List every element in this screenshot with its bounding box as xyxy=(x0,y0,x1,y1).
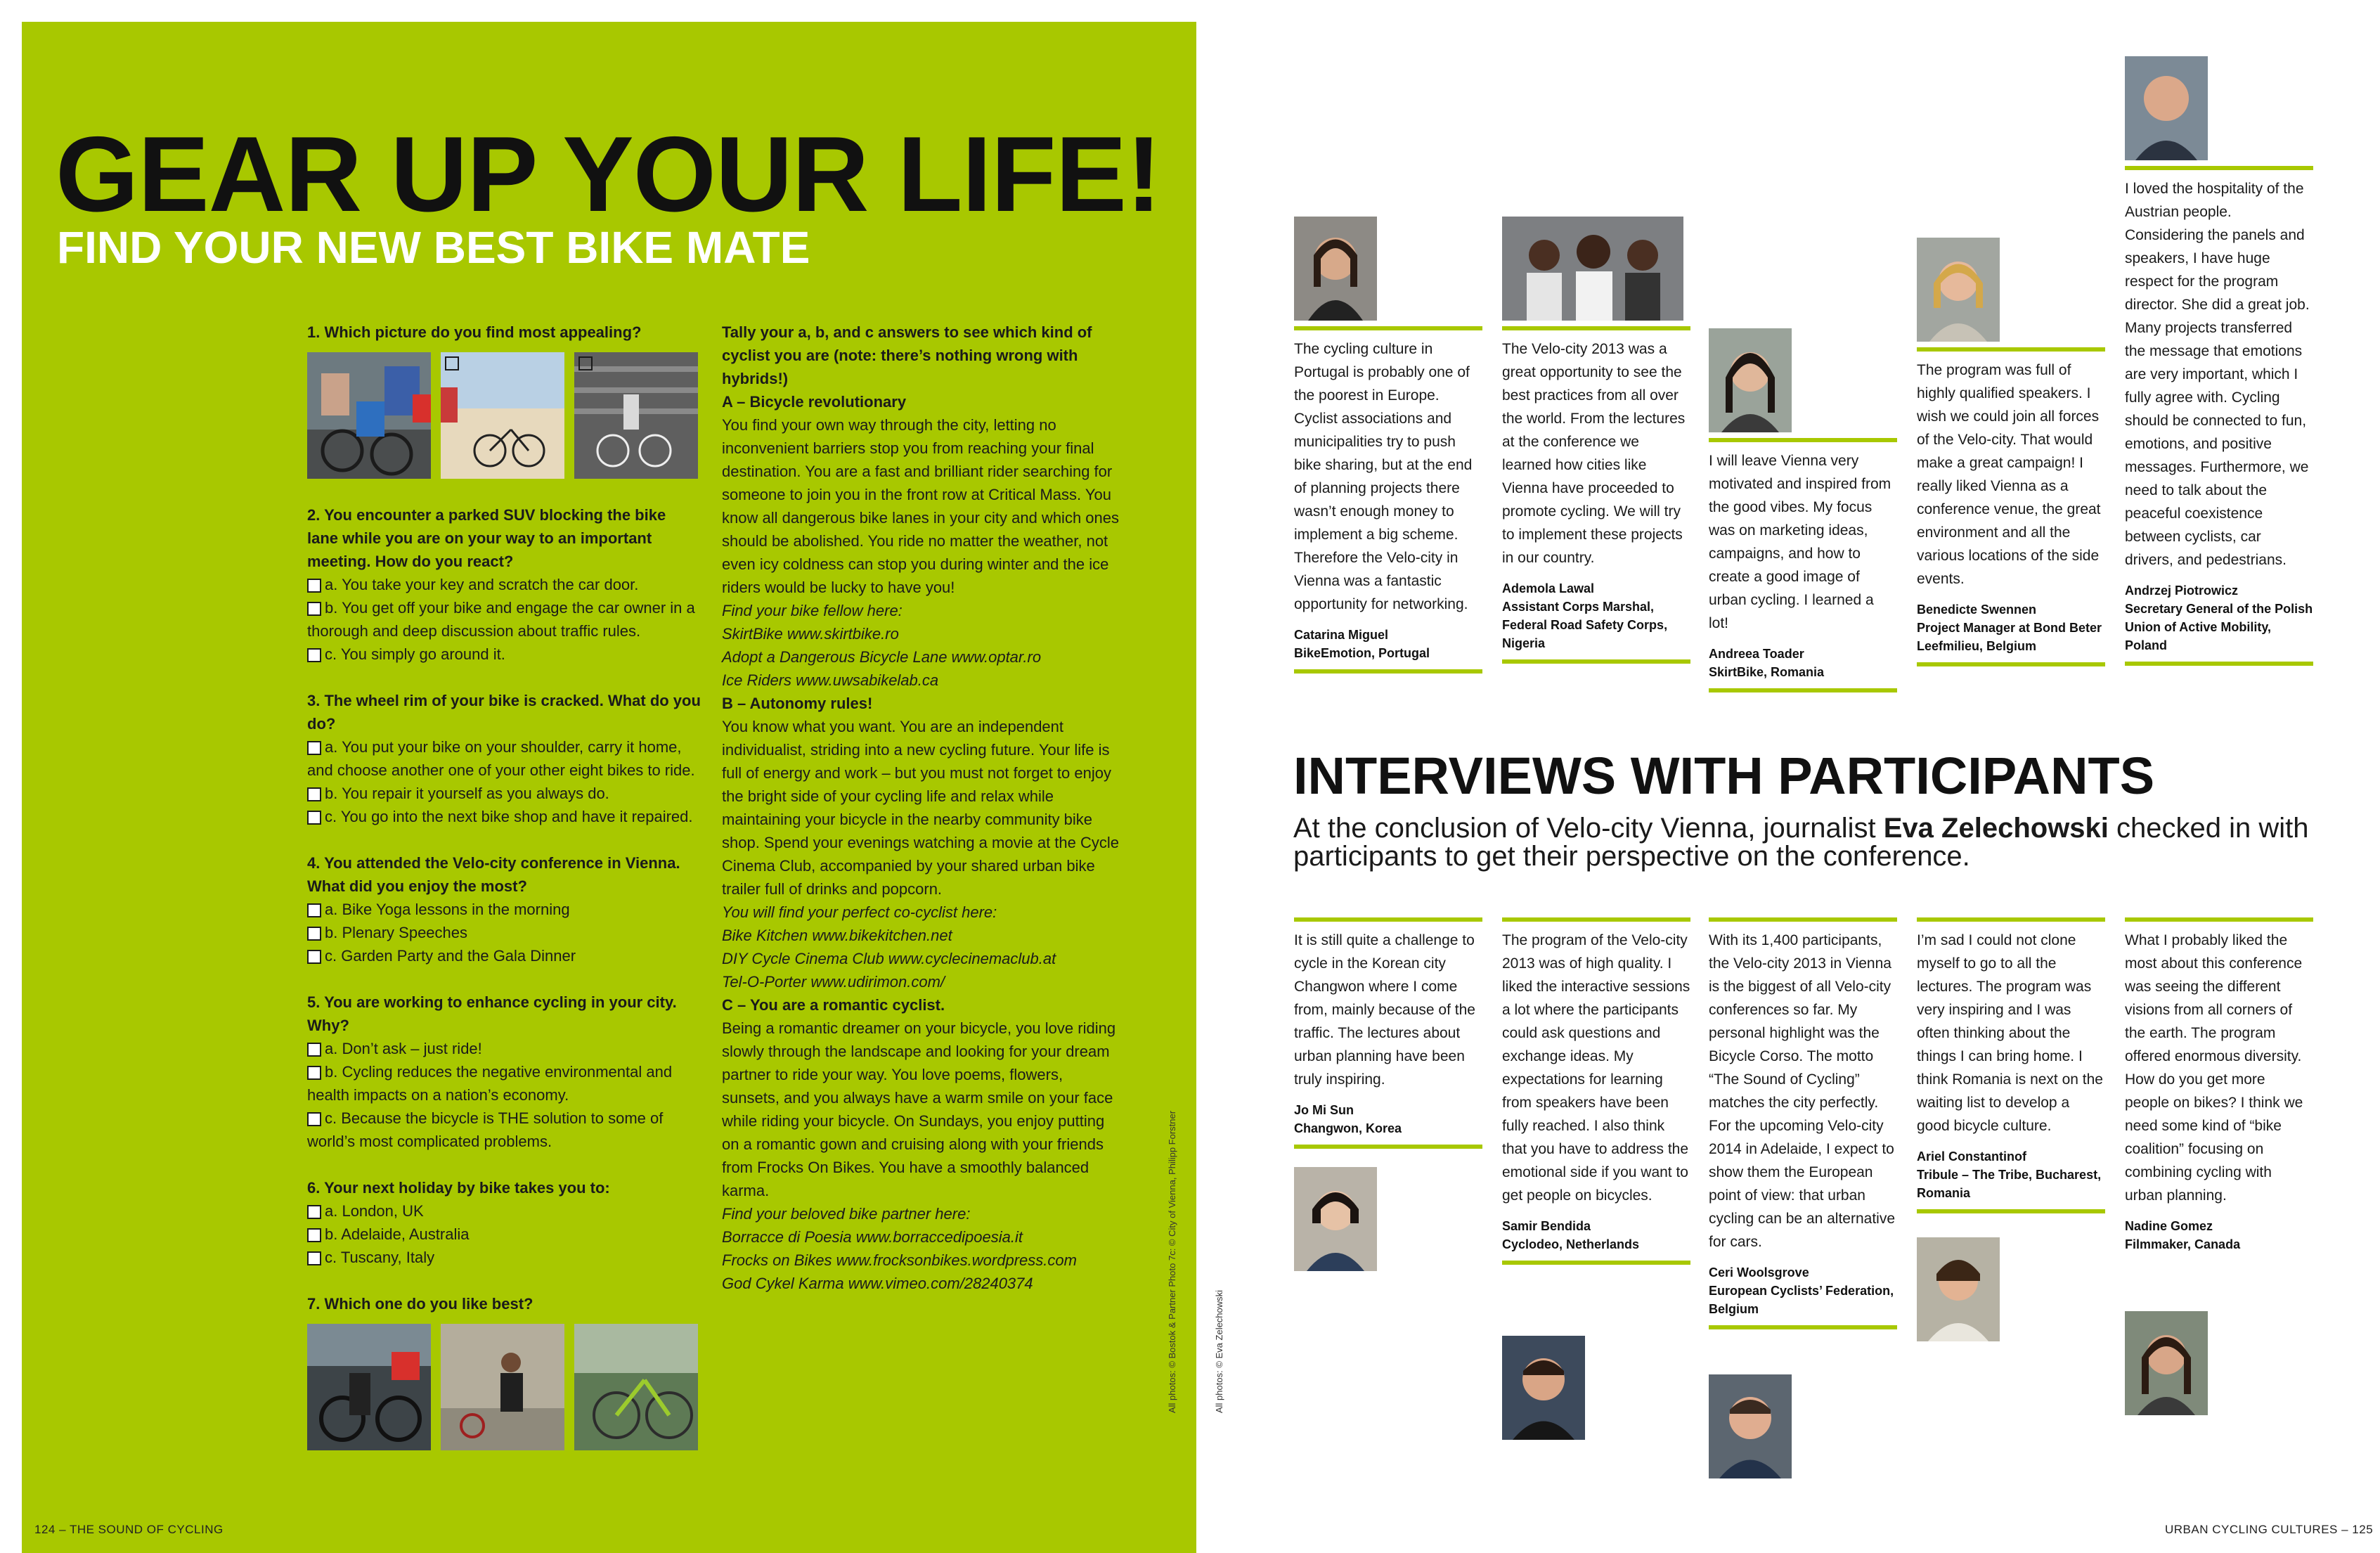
quiz-option-4a: a. Bike Yoga lessons in the morning xyxy=(307,898,701,921)
interview-quote: I will leave Vienna very motivated and inspired from the good vibes. My focus was on marketing ideas, campaigns, and how to create a good image of urban cycling. I learned a lot! xyxy=(1709,453,1891,631)
quiz-option-5a: a. Don’t ask – just ride! xyxy=(307,1037,701,1060)
portrait-samir-bendida xyxy=(1502,1336,1585,1440)
interview-bottom-5 xyxy=(2125,917,2313,1254)
interviewee-name: Ademola Lawal Assistant Corps Marshal, Federal Road Safety Corps, Nigeria xyxy=(1502,581,1668,650)
green-rule xyxy=(1709,688,1897,692)
quiz-option-3c: c. You go into the next bike shop and have it repaired. xyxy=(307,805,701,828)
portrait-catarina-miguel xyxy=(1294,217,1377,321)
green-rule xyxy=(1709,1325,1897,1329)
result-c-link[interactable]: Borracce di Poesia www.borraccedipoesia.it xyxy=(722,1228,1023,1246)
interview-quote: I loved the hospitality of the Austrian people. Considering the panels and speakers, I have huge respect for the program director. She did a great job. Many projects transferred the message that emotions are very important, which I fully agree with. Cycling should be connected to fun, emotions, and positive messages. Furthermore, we need to talk about the peaceful coexistence between cyclists, car drivers, and pedestrians. xyxy=(2125,181,2310,568)
quiz-checkbox[interactable] xyxy=(307,1066,321,1080)
quiz-option-6a: a. London, UK xyxy=(307,1199,701,1223)
page-title: GEAR UP YOUR LIFE! xyxy=(56,115,1161,234)
quiz-checkbox[interactable] xyxy=(307,1205,321,1219)
results-intro: Tally your a, b, and c answers to see which kind of cyclist you are (note: there’s nothing wrong with hybrids!) xyxy=(722,323,1092,387)
result-b-link[interactable]: Bike Kitchen www.bikekitchen.net xyxy=(722,927,952,944)
result-a-link-intro: Find your bike fellow here: xyxy=(722,602,903,619)
portrait-benedicte-swennen xyxy=(1917,238,2000,342)
quiz-question-7: 7. Which one do you like best? xyxy=(307,1295,533,1313)
interviewee-name: Catarina Miguel BikeEmotion, Portugal xyxy=(1294,628,1430,660)
interview-top-2 xyxy=(1502,326,1690,664)
quiz-checkbox[interactable] xyxy=(307,811,321,825)
quiz-option-2b: b. You get off your bike and engage the car owner in a thorough and deep discussion about traffic rules. xyxy=(307,599,695,640)
green-rule xyxy=(2125,917,2313,922)
quiz-question-4: 4. You attended the Velo-city conference in Vienna. What did you enjoy the most? xyxy=(307,854,680,895)
quiz-column xyxy=(307,321,701,1452)
photo-beach-bike[interactable] xyxy=(441,352,564,479)
quiz-option-2c: c. You simply go around it. xyxy=(307,643,701,666)
interview-top-1 xyxy=(1294,326,1482,674)
green-rule xyxy=(1294,326,1482,330)
green-rule xyxy=(1917,1209,2105,1213)
green-rule xyxy=(1917,347,2105,352)
interview-top-3 xyxy=(1709,438,1897,692)
photo-woman-folding-bike[interactable] xyxy=(441,1324,564,1450)
photo-credit-right: All photos: © Eva Zelechowski xyxy=(1214,1289,1224,1413)
quiz-q1-checkbox-c[interactable] xyxy=(578,356,593,370)
portrait-ademola-lawal xyxy=(1502,217,1683,321)
quiz-checkbox[interactable] xyxy=(307,1251,321,1265)
quiz-question-5: 5. You are working to enhance cycling in your city. Why? xyxy=(307,993,677,1034)
green-rule xyxy=(1294,917,1482,922)
page-folio-left: 124 – THE SOUND OF CYCLING xyxy=(34,1523,224,1536)
green-rule xyxy=(1709,917,1897,922)
quiz-option-5c: c. Because the bicycle is THE solution to some of world’s most complicated problems. xyxy=(307,1109,664,1150)
interview-quote: The program was full of highly qualified speakers. I wish we could join all forces of the Velo-city. That would make a great campaign! I really liked Vienna as a conference venue, the great environment and all the various locations of the side events. xyxy=(1917,362,2101,587)
result-a-link[interactable]: SkirtBike www.skirtbike.ro xyxy=(722,625,899,643)
interview-quote: I’m sad I could not clone myself to go to all the lectures. The program was very inspiring and I was often thinking about the things I can bring home. I think Romania is next on the waiting list to develop a good bicycle culture. xyxy=(1917,932,2103,1134)
interviewee-name: Andrzej Piotrowicz Secretary General of the Polish Union of Active Mobility, Poland xyxy=(2125,584,2313,652)
result-c-heading: C – You are a romantic cyclist. xyxy=(722,996,945,1014)
portrait-ceri-woolsgrove xyxy=(1709,1374,1792,1478)
photo-green-bike[interactable] xyxy=(574,1324,698,1450)
page-subtitle: FIND YOUR NEW BEST BIKE MATE xyxy=(57,222,810,273)
quiz-checkbox[interactable] xyxy=(307,1112,321,1126)
quiz-checkbox[interactable] xyxy=(307,927,321,941)
quiz-pictures-1 xyxy=(307,352,701,480)
interview-bottom-2 xyxy=(1502,917,1690,1265)
quiz-question-6: 6. Your next holiday by bike takes you to: xyxy=(307,1179,610,1197)
green-rule xyxy=(1917,662,2105,666)
quiz-checkbox[interactable] xyxy=(307,602,321,616)
interview-bottom-3 xyxy=(1709,917,1897,1329)
quiz-pictures-7 xyxy=(307,1324,701,1452)
interview-quote: The program of the Velo-city 2013 was of high quality. I liked the interactive sessions a lot where the participants could ask questions and exchange ideas. My expectations for learning from speakers have been fully reached. I also think that you have to address the emotional side if you want to get people on bicycles. xyxy=(1502,932,1690,1204)
interview-top-5 xyxy=(2125,166,2313,666)
interviewee-name: Ariel Constantinof Tribule – The Tribe, Bucharest, Romania xyxy=(1917,1149,2102,1200)
quiz-checkbox[interactable] xyxy=(307,950,321,964)
result-b-heading: B – Autonomy rules! xyxy=(722,695,873,712)
green-rule xyxy=(1502,326,1690,330)
portrait-nadine-gomez xyxy=(2125,1311,2208,1415)
green-rule xyxy=(2125,166,2313,170)
portrait-andrzej-piotrowicz xyxy=(2125,56,2208,160)
interviewee-name: Benedicte Swennen Project Manager at Bond Beter Leefmilieu, Belgium xyxy=(1917,602,2102,653)
result-c-link-intro: Find your beloved bike partner here: xyxy=(722,1205,971,1223)
interview-quote: With its 1,400 participants, the Velo-city 2013 in Vienna is the biggest of all Velo-city conferences so far. My personal highlight was the Bicycle Corso. The motto “The Sound of Cycling” matches the city perfectly. For the upcoming Velo-city 2014 in Adelaide, I expect to show them the European point of view: that urban cycling can be an alternative for cars. xyxy=(1709,932,1895,1250)
interview-quote: It is still quite a challenge to cycle in the Korean city Changwon where I come from, mainly because of the traffic. The lectures about urban planning have been truly inspiring. xyxy=(1294,932,1475,1088)
interview-quote: What I probably liked the most about this conference was seeing the different visions from all corners of the earth. The program offered enormous diversity. How do you get more people on bikes? I think we need some kind of “bike coalition” focusing on combining cycling with urban planning. xyxy=(2125,932,2303,1204)
quiz-option-6b: b. Adelaide, Australia xyxy=(307,1223,701,1246)
green-rule xyxy=(1502,1261,1690,1265)
quiz-option-3b: b. You repair it yourself as you always do. xyxy=(307,782,701,805)
quiz-checkbox[interactable] xyxy=(307,648,321,662)
result-c-body: Being a romantic dreamer on your bicycle, you love riding slowly through the landscape and looking for your dream partner to ride your way. You love poems, flowers, sunsets, and you always have a warm smile on your face while riding your bicycle. On Sundays, you enjoy putting on a romantic gown and cruising along with your friends from Frocks On Bikes. You have a smoothly balanced karma. xyxy=(722,1019,1116,1199)
quiz-checkbox[interactable] xyxy=(307,903,321,917)
quiz-checkbox[interactable] xyxy=(307,1043,321,1057)
interview-top-4 xyxy=(1917,347,2105,666)
quiz-option-2a: a. You take your key and scratch the car door. xyxy=(307,573,701,596)
quiz-option-4b: b. Plenary Speeches xyxy=(307,921,701,944)
interview-bottom-4 xyxy=(1917,917,2105,1213)
portrait-andreea-toader xyxy=(1709,328,1792,432)
photo-city-bikes[interactable] xyxy=(307,1324,431,1450)
interview-quote: The Velo-city 2013 was a great opportunity to see the best practices from all over the world. From the lectures at the conference we learned how cities like Vienna have proceeded to promote cycling. We will try to implement these projects in our country. xyxy=(1502,341,1686,566)
quiz-option-6c: c. Tuscany, Italy xyxy=(307,1246,701,1269)
result-c-link[interactable]: God Cykel Karma www.vimeo.com/28240374 xyxy=(722,1275,1033,1292)
quiz-option-4c: c. Garden Party and the Gala Dinner xyxy=(307,944,701,967)
quiz-checkbox[interactable] xyxy=(307,1228,321,1242)
results-column xyxy=(722,321,1119,1295)
result-a-heading: A – Bicycle revolutionary xyxy=(722,393,907,411)
green-rule xyxy=(1917,917,2105,922)
interview-quote: The cycling culture in Portugal is probably one of the poorest in Europe. Cyclist associations and municipalities try to push bike sharing, but at the end of planning projects there wasn’t enough money to implement a big scheme. Therefore the Velo-city in Vienna was a fantastic opportunity for networking. xyxy=(1294,341,1473,612)
result-b-link-intro: You will find your perfect co-cyclist here: xyxy=(722,903,997,921)
green-rule xyxy=(1709,438,1897,442)
portrait-jo-mi-sun xyxy=(1294,1167,1377,1271)
result-b-link[interactable]: DIY Cycle Cinema Club www.cyclecinemaclub.at xyxy=(722,950,1056,967)
result-b-body: You know what you want. You are an independent individualist, striding into a new cycling future. Your life is full of energy and work – but you must not forget to enjoy the bright side of your cycling life and relax while maintaining your bicycle in the nearby community bike shop. Spend your evenings watching a movie at the Cycle Cinema Club, accompanied by your shared urban bike trailer full of drinks and popcorn. xyxy=(722,718,1119,898)
interview-bottom-1 xyxy=(1294,917,1482,1149)
quiz-q1-checkbox-b[interactable] xyxy=(445,356,459,370)
result-a-link[interactable]: Ice Riders www.uwsabikelab.ca xyxy=(722,671,939,689)
green-rule xyxy=(1294,1145,1482,1149)
green-rule xyxy=(1294,669,1482,674)
interviewee-name: Ceri Woolsgrove European Cyclists’ Federation, Belgium xyxy=(1709,1265,1894,1316)
interviews-intro: At the conclusion of Velo-city Vienna, journalist Eva Zelechowski checked in with participants to get their perspective on the conference. xyxy=(1293,813,2309,872)
result-a-link[interactable]: Adopt a Dangerous Bicycle Lane www.optar.ro xyxy=(722,648,1042,666)
portrait-ariel-constantinof xyxy=(1917,1237,2000,1341)
quiz-question-1: 1. Which picture do you find most appealing? xyxy=(307,323,642,341)
quiz-question-3: 3. The wheel rim of your bike is cracked. What do you do? xyxy=(307,692,701,733)
interviewee-name: Samir Bendida Cyclodeo, Netherlands xyxy=(1502,1219,1640,1251)
green-rule xyxy=(1502,659,1690,664)
page-folio-right: URBAN CYCLING CULTURES – 125 xyxy=(2165,1523,2374,1536)
quiz-checkbox[interactable] xyxy=(307,787,321,801)
photo-stairs-bikes[interactable] xyxy=(574,352,698,479)
quiz-option-5b: b. Cycling reduces the negative environmental and health impacts on a nation’s economy. xyxy=(307,1063,673,1104)
interviews-title: INTERVIEWS WITH PARTICIPANTS xyxy=(1293,747,2155,805)
result-b-link[interactable]: Tel-O-Porter www.udirimon.com/ xyxy=(722,973,945,991)
interviewee-name: Jo Mi Sun Changwon, Korea xyxy=(1294,1103,1402,1135)
green-rule xyxy=(1502,917,1690,922)
result-c-link[interactable]: Frocks on Bikes www.frocksonbikes.wordpress.com xyxy=(722,1251,1077,1269)
quiz-option-3a: a. You put your bike on your shoulder, carry it home, and choose another one of your other eight bikes to ride. xyxy=(307,738,695,779)
photo-racing-cyclists[interactable] xyxy=(307,352,431,479)
quiz-checkbox[interactable] xyxy=(307,579,321,593)
quiz-checkbox[interactable] xyxy=(307,741,321,755)
photo-credit-left: All photos: © Bostok & Partner Photo 7c: © City of Vienna, Philipp Forstner xyxy=(1167,1110,1177,1413)
quiz-question-2: 2. You encounter a parked SUV blocking the bike lane while you are on your way to an important meeting. How do you react? xyxy=(307,506,666,570)
result-a-body: You find your own way through the city, letting no inconvenient barriers stop you from reaching your final destination. You are a fast and brilliant rider searching for someone to join you in the front row at Critical Mass. You know all dangerous bike lanes in your city and which ones should be abolished. You ride no matter the weather, not even icy coldness can stop you during winter and the ice riders would be lucky to have you! xyxy=(722,416,1119,596)
interviewee-name: Nadine Gomez Filmmaker, Canada xyxy=(2125,1219,2241,1251)
green-rule xyxy=(2125,662,2313,666)
interviewee-name: Andreea Toader SkirtBike, Romania xyxy=(1709,647,1825,679)
